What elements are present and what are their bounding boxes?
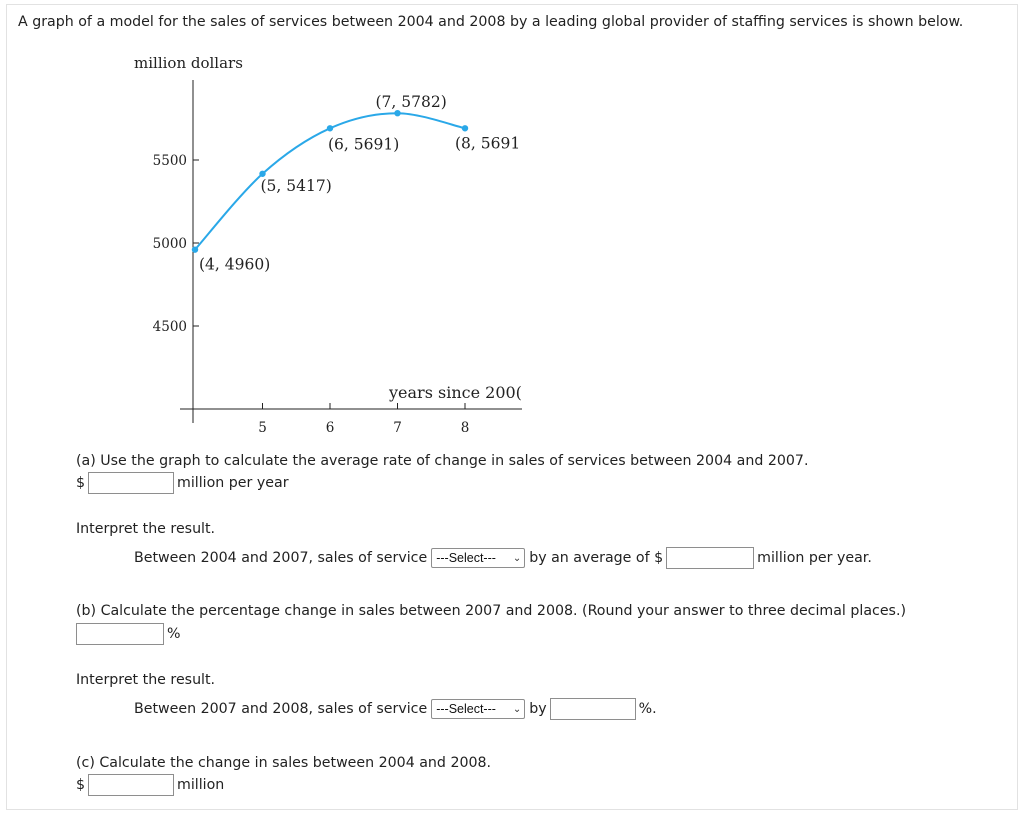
part-a-sentence-end: million per year. bbox=[757, 550, 872, 566]
chevron-down-icon: ⌄ bbox=[512, 552, 522, 564]
part-a-answer-row bbox=[76, 472, 289, 494]
part-a-select-label: ---Select--- bbox=[436, 551, 496, 565]
part-b-answer-row bbox=[76, 623, 180, 645]
part-a-sentence-start: Between 2004 and 2007, sales of service bbox=[134, 550, 428, 566]
part-b-sentence-start: Between 2007 and 2008, sales of service bbox=[134, 701, 428, 717]
part-c-question: (c) Calculate the change in sales between 2004 and 2008. bbox=[76, 755, 492, 771]
y-axis-label: million dollars bbox=[134, 54, 243, 72]
y-tick-label: 4500 bbox=[152, 319, 187, 335]
point-label: (4, 4960) bbox=[199, 255, 271, 274]
part-c-unit: million bbox=[177, 777, 225, 793]
x-tick-label: 8 bbox=[460, 420, 470, 436]
data-point bbox=[462, 125, 468, 131]
part-b-unit: % bbox=[167, 626, 181, 642]
part-b-interpret-row bbox=[134, 698, 657, 720]
part-b-question: (b) Calculate the percentage change in sales between 2007 and 2008. (Round your answer to three decimal places.) bbox=[76, 603, 906, 619]
part-b-percent-input[interactable] bbox=[76, 623, 164, 645]
point-label: (6, 5691) bbox=[328, 135, 400, 154]
part-a-average-input[interactable] bbox=[666, 547, 754, 569]
chevron-down-icon: ⌄ bbox=[512, 703, 522, 715]
part-b-direction-select[interactable] bbox=[431, 699, 525, 719]
part-a-question: (a) Use the graph to calculate the average rate of change in sales of services between 2004 and 2007. bbox=[76, 453, 809, 469]
part-a-direction-select[interactable] bbox=[431, 548, 525, 568]
part-b-interpret-label: Interpret the result. bbox=[76, 672, 216, 688]
x-axis-label: years since 200( bbox=[389, 383, 522, 402]
point-label: (5, 5417) bbox=[260, 176, 332, 195]
y-tick-label: 5000 bbox=[152, 236, 187, 252]
part-a-dollar: $ bbox=[76, 475, 86, 491]
part-a-interpret-label: Interpret the result. bbox=[76, 521, 216, 537]
part-b-select-label: ---Select--- bbox=[436, 702, 496, 716]
part-b-sentence-mid: by bbox=[529, 701, 547, 717]
part-b-sentence-end: %. bbox=[638, 701, 657, 717]
y-tick-label: 5500 bbox=[152, 153, 187, 169]
x-tick-label: 7 bbox=[393, 420, 402, 436]
part-c-dollar: $ bbox=[76, 777, 86, 793]
point-label: (8, 5691 bbox=[455, 134, 521, 153]
x-tick-label: 5 bbox=[258, 420, 267, 436]
point-label: (7, 5782) bbox=[375, 93, 447, 112]
intro-text: A graph of a model for the sales of services between 2004 and 2008 by a leading global provider of staffing services is shown below. bbox=[18, 14, 964, 30]
part-a-rate-input[interactable] bbox=[88, 472, 174, 494]
sales-graph bbox=[0, 0, 560, 440]
part-c-change-input[interactable] bbox=[88, 774, 174, 796]
part-a-unit: million per year bbox=[177, 475, 289, 491]
part-c-answer-row bbox=[76, 774, 224, 796]
part-b-by-input[interactable] bbox=[550, 698, 636, 720]
part-a-interpret-row bbox=[134, 547, 872, 569]
x-tick-label: 6 bbox=[325, 420, 335, 436]
data-point bbox=[192, 246, 198, 252]
part-a-sentence-mid: by an average of $ bbox=[529, 550, 664, 566]
data-point bbox=[327, 125, 333, 131]
